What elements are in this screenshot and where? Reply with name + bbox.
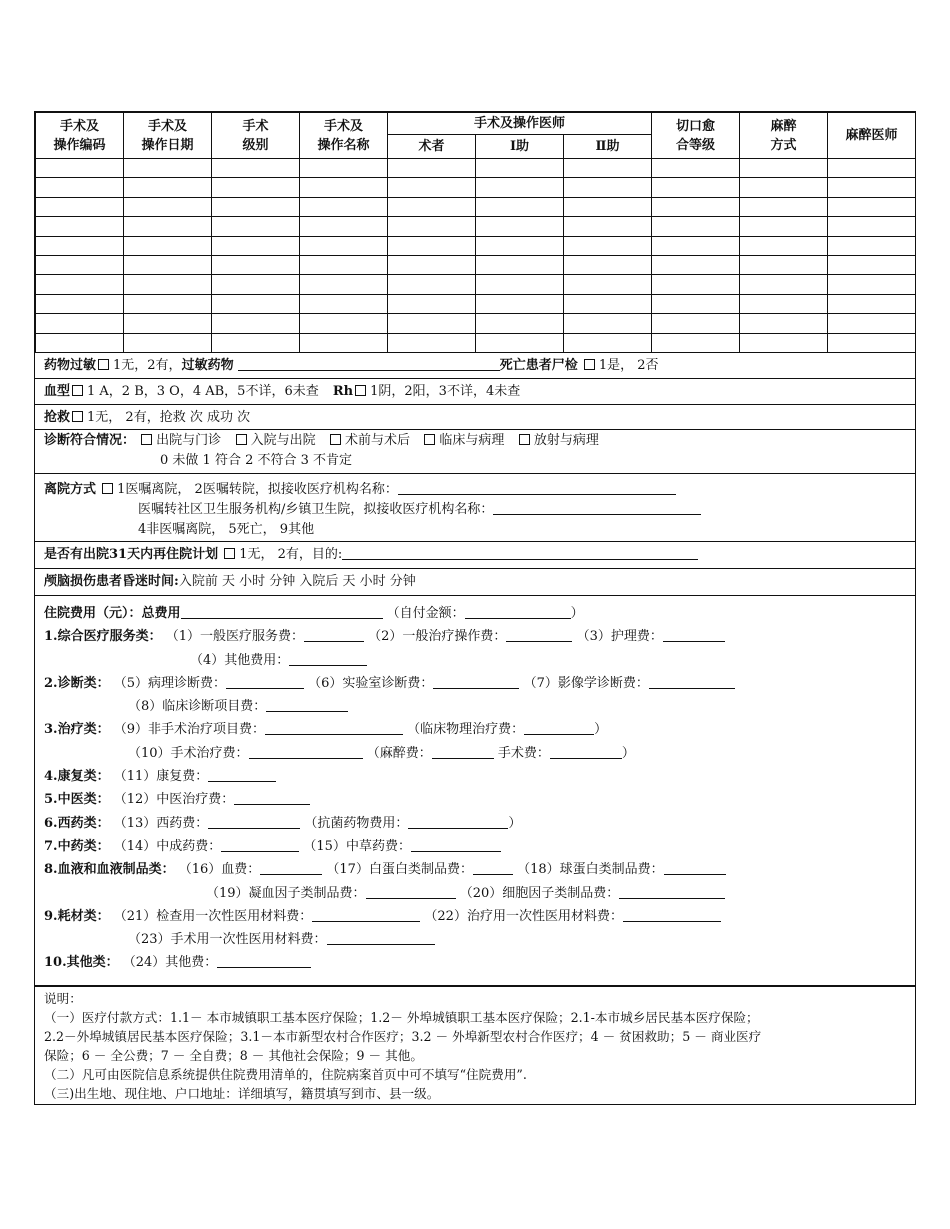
fee-antibiotic-close: ） xyxy=(508,815,522,831)
surgery-cell[interactable] xyxy=(476,217,564,236)
surgery-row xyxy=(36,217,916,236)
surgery-cell[interactable] xyxy=(388,275,476,294)
header-op-code: 手术及 操作编码 xyxy=(36,113,124,159)
surgery-cell[interactable] xyxy=(476,255,564,274)
header-op-name: 手术及 操作名称 xyxy=(300,113,388,159)
fee-12-label: （12）中医治疗费： xyxy=(113,792,235,808)
surgery-cell[interactable] xyxy=(124,255,212,274)
rh-label: Rh xyxy=(332,384,354,399)
fee-4-label: （4）其他费用： xyxy=(190,652,290,668)
surgery-cell[interactable] xyxy=(740,333,828,352)
surgery-cell[interactable] xyxy=(740,197,828,216)
fee-19-field[interactable] xyxy=(366,884,456,899)
readmission-checkbox[interactable] xyxy=(224,548,235,559)
surgery-cell[interactable] xyxy=(36,217,124,236)
surgery-cell[interactable] xyxy=(564,275,652,294)
discharge-line-3: 4非医嘱离院， 5死亡， 9其他 xyxy=(138,522,315,537)
surgery-cell[interactable] xyxy=(564,197,652,216)
header-anesthesiologist: 麻醉医师 xyxy=(828,113,916,159)
allergy-drug-label: 过敏药物 xyxy=(181,358,234,373)
coma-text: 入院前 天 小时 分钟 入院后 天 小时 分钟 xyxy=(178,574,416,589)
notes-line-3: 保险；6 － 全公费；7 － 全自费；8 － 其他社会保险；9 － 其他。 xyxy=(44,1048,423,1063)
autopsy-label: 死亡患者尸检 xyxy=(499,358,578,373)
fee-5-label: （5）病理诊断费： xyxy=(113,675,226,691)
surgery-cell[interactable] xyxy=(828,275,916,294)
rescue-row xyxy=(35,405,915,430)
surgery-row xyxy=(36,314,916,333)
coma-label: 颅脑损伤患者昏迷时间: xyxy=(44,574,179,589)
surgery-cell[interactable] xyxy=(476,314,564,333)
fee-23-label: （23）手术用一次性医用材料费： xyxy=(128,932,327,948)
fee-2-field[interactable] xyxy=(506,627,572,642)
readmission-purpose-field[interactable] xyxy=(342,545,698,560)
fee-cat-4-label: 4.康复类： xyxy=(44,769,110,785)
surgery-cell[interactable] xyxy=(388,159,476,178)
self-pay-close: ） xyxy=(570,606,584,621)
fee-21-field[interactable] xyxy=(312,907,420,922)
record-sheet xyxy=(34,111,916,1105)
surgery-cell[interactable] xyxy=(476,178,564,197)
fee-1-label: （1）一般医疗服务费： xyxy=(165,629,304,645)
autopsy-checkbox[interactable] xyxy=(584,359,595,370)
header-assistant-2: Ⅱ助 xyxy=(564,135,652,159)
fee-14-label: （14）中成药费： xyxy=(113,838,222,854)
fee-physio-label: （临床物理治疗费： xyxy=(407,722,525,738)
fee-14-field[interactable] xyxy=(221,837,299,852)
fee-6-field[interactable] xyxy=(433,674,519,689)
surgery-cell[interactable] xyxy=(828,236,916,255)
fee-16-label: （16）血费： xyxy=(178,862,261,878)
fee-physio-close: ） xyxy=(594,722,608,738)
blood-row xyxy=(35,379,915,405)
fee-cat-9-label: 9.耗材类： xyxy=(44,908,110,924)
surgery-cell[interactable] xyxy=(388,333,476,352)
dx-checkbox-admission[interactable] xyxy=(236,434,247,445)
fee-15-label: （15）中草药费： xyxy=(303,838,411,854)
surgery-cell[interactable] xyxy=(124,314,212,333)
dx-item-pathology: 临床与病理 xyxy=(439,433,505,448)
surgery-cell[interactable] xyxy=(124,236,212,255)
fee-13-field[interactable] xyxy=(208,814,300,829)
surgery-cell[interactable] xyxy=(36,294,124,313)
blood-type-label: 血型 xyxy=(44,384,71,399)
surgery-cell[interactable] xyxy=(652,159,740,178)
rescue-checkbox[interactable] xyxy=(72,411,83,422)
surgery-cell[interactable] xyxy=(828,294,916,313)
fee-10-field[interactable] xyxy=(249,744,363,759)
discharge-row xyxy=(35,474,915,542)
surgery-cell[interactable] xyxy=(124,178,212,197)
surgery-cell[interactable] xyxy=(212,314,300,333)
fee-3-label: （3）护理费： xyxy=(576,629,663,645)
notes-line-1: （一）医疗付款方式：1.1－ 本市城镇职工基本医疗保险；1.2－ 外埠城镇职工基本医疗保险；2.1-本市城乡居民基本医疗保险； xyxy=(44,1010,759,1025)
surgery-cell[interactable] xyxy=(740,159,828,178)
rh-options: 1阴，2阳，3不详，4未查 xyxy=(370,384,521,399)
fee-anesthesia-label: （麻醉费： xyxy=(366,745,432,761)
self-pay-field[interactable] xyxy=(465,604,571,619)
fee-surgery-close: ） xyxy=(621,745,635,761)
surgery-row xyxy=(36,197,916,216)
surgery-cell[interactable] xyxy=(564,255,652,274)
fee-cat-7-label: 7.中药类： xyxy=(44,838,110,854)
surgery-cell[interactable] xyxy=(828,178,916,197)
surgery-cell[interactable] xyxy=(476,275,564,294)
autopsy-options: 1是， 2否 xyxy=(598,358,659,373)
fee-20-label: （20）细胞因子类制品费： xyxy=(459,885,620,901)
surgery-cell[interactable] xyxy=(828,197,916,216)
allergy-drug-field[interactable] xyxy=(238,356,500,371)
surgery-cell[interactable] xyxy=(300,275,388,294)
total-fee-field[interactable] xyxy=(181,604,383,619)
dx-checkbox-pathology[interactable] xyxy=(424,434,435,445)
fee-cat-8-label: 8.血液和血液制品类： xyxy=(44,862,175,878)
surgery-cell[interactable] xyxy=(740,236,828,255)
surgery-cell[interactable] xyxy=(36,197,124,216)
surgery-cell[interactable] xyxy=(300,236,388,255)
surgery-cell[interactable] xyxy=(212,217,300,236)
dx-item-admission: 入院与出院 xyxy=(250,433,316,448)
surgery-cell[interactable] xyxy=(652,275,740,294)
fee-anesthesia-field[interactable] xyxy=(432,744,494,759)
surgery-cell[interactable] xyxy=(124,333,212,352)
surgery-cell[interactable] xyxy=(388,314,476,333)
surgery-cell[interactable] xyxy=(36,236,124,255)
diagnosis-match-label: 诊断符合情况： xyxy=(44,433,136,448)
fee-2-label: （2）一般治疗操作费： xyxy=(368,629,507,645)
notes-title: 说明： xyxy=(44,991,82,1006)
surgery-cell[interactable] xyxy=(564,314,652,333)
fee-cat-6-label: 6.西药类： xyxy=(44,815,110,831)
dx-checkbox-radiology[interactable] xyxy=(519,434,530,445)
surgery-cell[interactable] xyxy=(124,197,212,216)
fee-surgery-field[interactable] xyxy=(550,744,622,759)
surgery-cell[interactable] xyxy=(300,294,388,313)
surgery-cell[interactable] xyxy=(36,333,124,352)
record-fields xyxy=(35,353,915,975)
dx-item-outpatient: 出院与门诊 xyxy=(156,433,222,448)
rescue-label: 抢救 xyxy=(44,410,71,425)
transfer-community-field[interactable] xyxy=(493,500,701,515)
diagnosis-legend: 0 未做 1 符合 2 不符合 3 不肯定 xyxy=(160,453,353,468)
surgery-cell[interactable] xyxy=(476,333,564,352)
surgery-cell[interactable] xyxy=(828,217,916,236)
surgery-row xyxy=(36,159,916,178)
fee-17-field[interactable] xyxy=(473,860,513,875)
surgery-cell[interactable] xyxy=(212,236,300,255)
surgery-cell[interactable] xyxy=(652,236,740,255)
surgery-row xyxy=(36,333,916,352)
surgery-cell[interactable] xyxy=(212,333,300,352)
blood-type-checkbox[interactable] xyxy=(72,385,83,396)
total-fee-label: 住院费用（元）：总费用 xyxy=(44,606,181,621)
discharge-checkbox[interactable] xyxy=(102,483,113,494)
fee-11-field[interactable] xyxy=(208,767,276,782)
fee-8-field[interactable] xyxy=(266,697,348,712)
diagnosis-match-row xyxy=(35,430,915,474)
surgery-cell[interactable] xyxy=(652,217,740,236)
surgery-cell[interactable] xyxy=(36,275,124,294)
fee-antibiotic-field[interactable] xyxy=(408,814,508,829)
surgery-table xyxy=(35,112,916,353)
allergy-options: 1无，2有， xyxy=(113,358,182,373)
rh-checkbox[interactable] xyxy=(355,385,366,396)
fee-7-label: （7）影像学诊断费： xyxy=(523,675,649,691)
fee-antibiotic-label: （抗菌药物费用： xyxy=(304,815,409,831)
discharge-line-2: 医嘱转社区卫生服务机构/乡镇卫生院，拟接收医疗机构名称： xyxy=(138,502,494,517)
readmission-label: 是否有出院31天内再住院计划 xyxy=(44,547,219,562)
surgery-cell[interactable] xyxy=(212,294,300,313)
dx-checkbox-outpatient[interactable] xyxy=(141,434,152,445)
surgery-cell[interactable] xyxy=(564,236,652,255)
surgery-cell[interactable] xyxy=(388,294,476,313)
fee-8-label: （8）临床诊断项目费： xyxy=(128,699,267,715)
fee-cat-2-label: 2.诊断类： xyxy=(44,675,110,691)
surgery-cell[interactable] xyxy=(828,314,916,333)
surgery-cell[interactable] xyxy=(124,217,212,236)
notes-line-4: （二）凡可由医院信息系统提供住院费用清单的，住院病案首页中可不填写“住院费用”. xyxy=(44,1067,527,1082)
notes-line-2: 2.2－外埠城镇居民基本医疗保险；3.1－本市新型农村合作医疗；3.2 － 外埠新型农村合作医疗；4 － 贫困救助；5 － 商业医疗 xyxy=(44,1029,762,1044)
surgery-cell[interactable] xyxy=(388,255,476,274)
rescue-text: 1无， 2有，抢救 次 成功 次 xyxy=(87,410,251,425)
header-anesthesia-method: 麻醉 方式 xyxy=(740,113,828,159)
surgery-cell[interactable] xyxy=(740,178,828,197)
fee-4-field[interactable] xyxy=(289,651,367,666)
fee-23-field[interactable] xyxy=(327,930,435,945)
allergy-checkbox[interactable] xyxy=(98,359,109,370)
surgery-cell[interactable] xyxy=(388,178,476,197)
fee-surgery-label: 手术费： xyxy=(497,745,550,761)
surgery-cell[interactable] xyxy=(300,197,388,216)
surgery-cell[interactable] xyxy=(124,159,212,178)
surgery-cell[interactable] xyxy=(36,178,124,197)
dx-checkbox-surgery[interactable] xyxy=(330,434,341,445)
header-op-date: 手术及 操作日期 xyxy=(124,113,212,159)
fee-10-label: （10）手术治疗费： xyxy=(128,745,249,761)
surgery-cell[interactable] xyxy=(652,255,740,274)
fee-cat-3-label: 3.治疗类： xyxy=(44,722,110,738)
surgery-cell[interactable] xyxy=(476,197,564,216)
surgery-row xyxy=(36,294,916,313)
coma-row xyxy=(35,569,915,596)
header-op-doctors: 手术及操作医师 xyxy=(388,113,652,135)
fee-24-label: （24）其他费： xyxy=(122,955,218,971)
surgery-row xyxy=(36,236,916,255)
allergy-row xyxy=(35,353,915,379)
fee-9-field[interactable] xyxy=(265,720,403,735)
fee-1-field[interactable] xyxy=(304,627,364,642)
header-surgeon: 术者 xyxy=(388,135,476,159)
surgery-cell[interactable] xyxy=(828,159,916,178)
fee-13-label: （13）西药费： xyxy=(113,815,209,831)
fee-5-field[interactable] xyxy=(226,674,304,689)
surgery-cell[interactable] xyxy=(300,159,388,178)
surgery-cell[interactable] xyxy=(212,178,300,197)
blood-type-options: 1 A，2 B，3 O，4 AB，5不详，6未查 xyxy=(87,384,319,399)
fee-3-field[interactable] xyxy=(663,627,725,642)
header-assistant-1: Ⅰ助 xyxy=(476,135,564,159)
fee-21-label: （21）检查用一次性医用材料费： xyxy=(113,908,313,924)
fee-24-field[interactable] xyxy=(217,953,311,968)
readmission-row xyxy=(35,542,915,569)
surgery-cell[interactable] xyxy=(652,294,740,313)
surgery-cell[interactable] xyxy=(212,159,300,178)
fee-22-field[interactable] xyxy=(623,907,721,922)
fee-physio-field[interactable] xyxy=(524,720,594,735)
transfer-hospital-field[interactable] xyxy=(398,480,676,495)
fee-16-field[interactable] xyxy=(260,860,322,875)
surgery-cell[interactable] xyxy=(388,197,476,216)
surgery-cell[interactable] xyxy=(476,236,564,255)
surgery-cell[interactable] xyxy=(828,255,916,274)
discharge-line-1: 1医嘱离院， 2医嘱转院，拟接收医疗机构名称： xyxy=(117,482,398,497)
surgery-cell[interactable] xyxy=(212,255,300,274)
surgery-cell[interactable] xyxy=(300,217,388,236)
surgery-cell[interactable] xyxy=(652,178,740,197)
fees-section xyxy=(35,596,915,975)
surgery-cell[interactable] xyxy=(564,294,652,313)
surgery-cell[interactable] xyxy=(36,255,124,274)
fee-7-field[interactable] xyxy=(649,674,735,689)
surgery-cell[interactable] xyxy=(564,333,652,352)
fee-11-label: （11）康复费： xyxy=(113,769,209,785)
surgery-cell[interactable] xyxy=(212,197,300,216)
surgery-cell[interactable] xyxy=(300,178,388,197)
notes-section xyxy=(35,985,915,1103)
surgery-cell[interactable] xyxy=(652,197,740,216)
notes-line-5: （三)出生地、现住地、户口地址：详细填写，籍贯填写到市、县一级。 xyxy=(44,1086,440,1101)
surgery-cell[interactable] xyxy=(740,275,828,294)
surgery-cell[interactable] xyxy=(828,333,916,352)
fee-22-label: （22）治疗用一次性医用材料费： xyxy=(424,908,623,924)
surgery-cell[interactable] xyxy=(740,294,828,313)
surgery-cell[interactable] xyxy=(36,314,124,333)
header-incision-grade: 切口愈 合等级 xyxy=(652,113,740,159)
surgery-cell[interactable] xyxy=(124,294,212,313)
dx-item-surgery: 术前与术后 xyxy=(345,433,411,448)
surgery-cell[interactable] xyxy=(740,314,828,333)
surgery-cell[interactable] xyxy=(388,236,476,255)
surgery-row xyxy=(36,275,916,294)
surgery-cell[interactable] xyxy=(300,255,388,274)
surgery-cell[interactable] xyxy=(652,314,740,333)
surgery-cell[interactable] xyxy=(388,217,476,236)
fee-20-field[interactable] xyxy=(619,884,725,899)
surgery-cell[interactable] xyxy=(652,333,740,352)
fee-9-label: （9）非手术治疗项目费： xyxy=(113,722,265,738)
fee-6-label: （6）实验室诊断费： xyxy=(308,675,434,691)
surgery-cell[interactable] xyxy=(300,333,388,352)
surgery-cell[interactable] xyxy=(564,217,652,236)
surgery-row xyxy=(36,178,916,197)
self-pay-label: （自付金额： xyxy=(386,606,465,621)
fee-cat-1-label: 1.综合医疗服务类： xyxy=(44,629,162,645)
fee-12-field[interactable] xyxy=(234,790,310,805)
fee-15-field[interactable] xyxy=(411,837,501,852)
fee-19-label: （19）凝血因子类制品费： xyxy=(206,885,366,901)
surgery-cell[interactable] xyxy=(212,275,300,294)
surgery-cell[interactable] xyxy=(300,314,388,333)
header-op-level: 手术 级别 xyxy=(212,113,300,159)
surgery-cell[interactable] xyxy=(36,159,124,178)
dx-item-radiology: 放射与病理 xyxy=(533,433,599,448)
surgery-cell[interactable] xyxy=(564,178,652,197)
fee-cat-5-label: 5.中医类： xyxy=(44,792,110,808)
surgery-cell[interactable] xyxy=(740,217,828,236)
allergy-label: 药物过敏 xyxy=(44,358,97,373)
fee-18-label: （18）球蛋白类制品费： xyxy=(517,862,664,878)
fee-cat-10-label: 10.其他类： xyxy=(44,955,119,971)
surgery-cell[interactable] xyxy=(740,255,828,274)
surgery-row xyxy=(36,255,916,274)
readmission-text: 1无， 2有，目的: xyxy=(239,547,343,562)
surgery-cell[interactable] xyxy=(476,294,564,313)
fee-18-field[interactable] xyxy=(664,860,726,875)
surgery-cell[interactable] xyxy=(564,159,652,178)
surgery-cell[interactable] xyxy=(476,159,564,178)
surgery-cell[interactable] xyxy=(124,275,212,294)
discharge-label: 离院方式 xyxy=(44,482,97,497)
fee-17-label: （17）白蛋白类制品费： xyxy=(326,862,473,878)
